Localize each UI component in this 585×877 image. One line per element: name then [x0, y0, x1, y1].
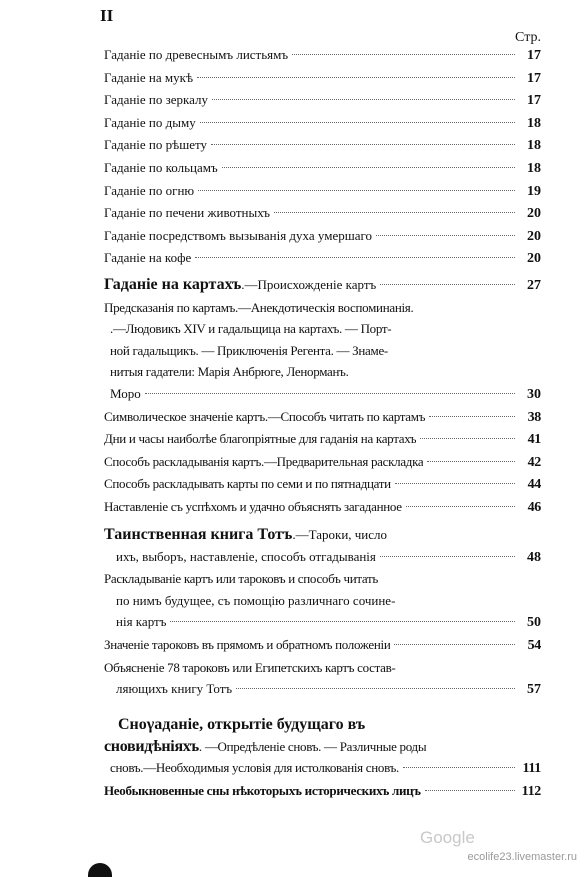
toc-entry: Гаданіе по рѣшету 18 [104, 137, 541, 154]
toc-entry: нія картъ 50 [116, 614, 541, 631]
toc-line: .—Людовикъ XIV и гадальщица на картахъ. — Порт- [110, 321, 392, 337]
toc-entry: Гаданіе по древеснымъ листьямъ 17 [104, 47, 541, 63]
column-header: Стр. [515, 30, 541, 45]
toc-line: Предсказанія по картамъ.—Анекдотическія воспоминанія. [104, 299, 414, 315]
toc-entry: сновъ.—Необходимыя условія для истолкованія сновъ. 111 [110, 760, 541, 777]
site-watermark: ecolife23.livemaster.ru [467, 851, 577, 863]
toc-line: по нимъ будущее, съ помощію различнаго сочине- [116, 592, 396, 608]
toc-block-cards [104, 274, 541, 519]
toc-entry: Гаданіе посредствомъ вызыванія духа умершаго 20 [104, 227, 541, 244]
toc-entry: Дни и часы наиболѣе благопріятные для гаданія на картахъ 41 [104, 431, 541, 448]
section-heading: Гаданіе на картахъ [104, 276, 242, 293]
ink-blot [88, 863, 112, 877]
toc-block-divination [104, 44, 541, 270]
toc-entry: Необыкновенные сны нѣкоторыхъ историческихъ лицъ 112 [104, 782, 541, 799]
section-heading: Таинственная книга Тотъ [104, 526, 293, 543]
toc-entry: Гаданіе по кольцамъ 18 [104, 159, 541, 176]
toc-entry: ляющихъ книгу Тотъ 57 [116, 681, 541, 698]
toc-entry: Гаданіе на кофе 20 [104, 250, 541, 267]
toc-entry: Моро 30 [110, 385, 541, 402]
toc-entry: Гаданіе по печени животныхъ 20 [104, 205, 541, 222]
toc-line: нитыя гадатели: Марія Анбрюге, Ленорманъ. [110, 364, 349, 380]
section-heading-row: Гаданіе на картахъ.—Происхожденіе картъ 27 [104, 276, 541, 293]
toc-line: Раскладываніе картъ или тароковъ и способъ читать [104, 571, 379, 587]
section-heading: сновидѣніяхъ [104, 737, 199, 755]
section-heading-row: Таинственная книга Тотъ.—Тароки, число [104, 526, 388, 543]
toc-entry: Гаданіе на мукѣ 17 [104, 69, 541, 86]
toc-entry: Символическое значеніе картъ.—Способъ читать по картамъ 38 [104, 408, 541, 425]
toc-block-thoth [104, 524, 541, 701]
toc-entry: Гаданіе по дыму 18 [104, 114, 541, 131]
section-heading-row [104, 714, 541, 736]
toc-entry: Гаданіе по огню 19 [104, 182, 541, 199]
toc-line: Объясненіе 78 тароковъ или Египетскихъ картъ состав- [104, 659, 396, 675]
google-watermark: Google [420, 828, 475, 847]
section-heading: Снογаданіе, открытіе будущаго въ [118, 716, 366, 733]
toc-entry: Гаданіе по зеркалу 17 [104, 92, 541, 109]
toc-line: ной гадальщикъ. — Приключенія Регента. — Знаме- [110, 342, 388, 358]
toc-entry: Способъ раскладыванія картъ.—Предварительная раскладка 42 [104, 453, 541, 470]
section-heading-row: сновидѣніяхъ. —Опредѣленіе сновъ. — Различные роды [104, 737, 427, 755]
toc-entry: Способъ раскладывать карты по семи и по пятнадцати 44 [104, 476, 541, 493]
toc-entry: Значеніе тароковъ въ прямомъ и обратномъ положеніи 54 [104, 636, 541, 653]
toc-entry: Наставленіе съ успѣхомъ и удачно объяснять загаданное 46 [104, 498, 541, 515]
page-number: II [100, 6, 114, 25]
toc-block-dreams [104, 714, 541, 802]
toc-entry: ихъ, выборъ, наставленіе, способъ отгадыванія 48 [116, 548, 541, 565]
